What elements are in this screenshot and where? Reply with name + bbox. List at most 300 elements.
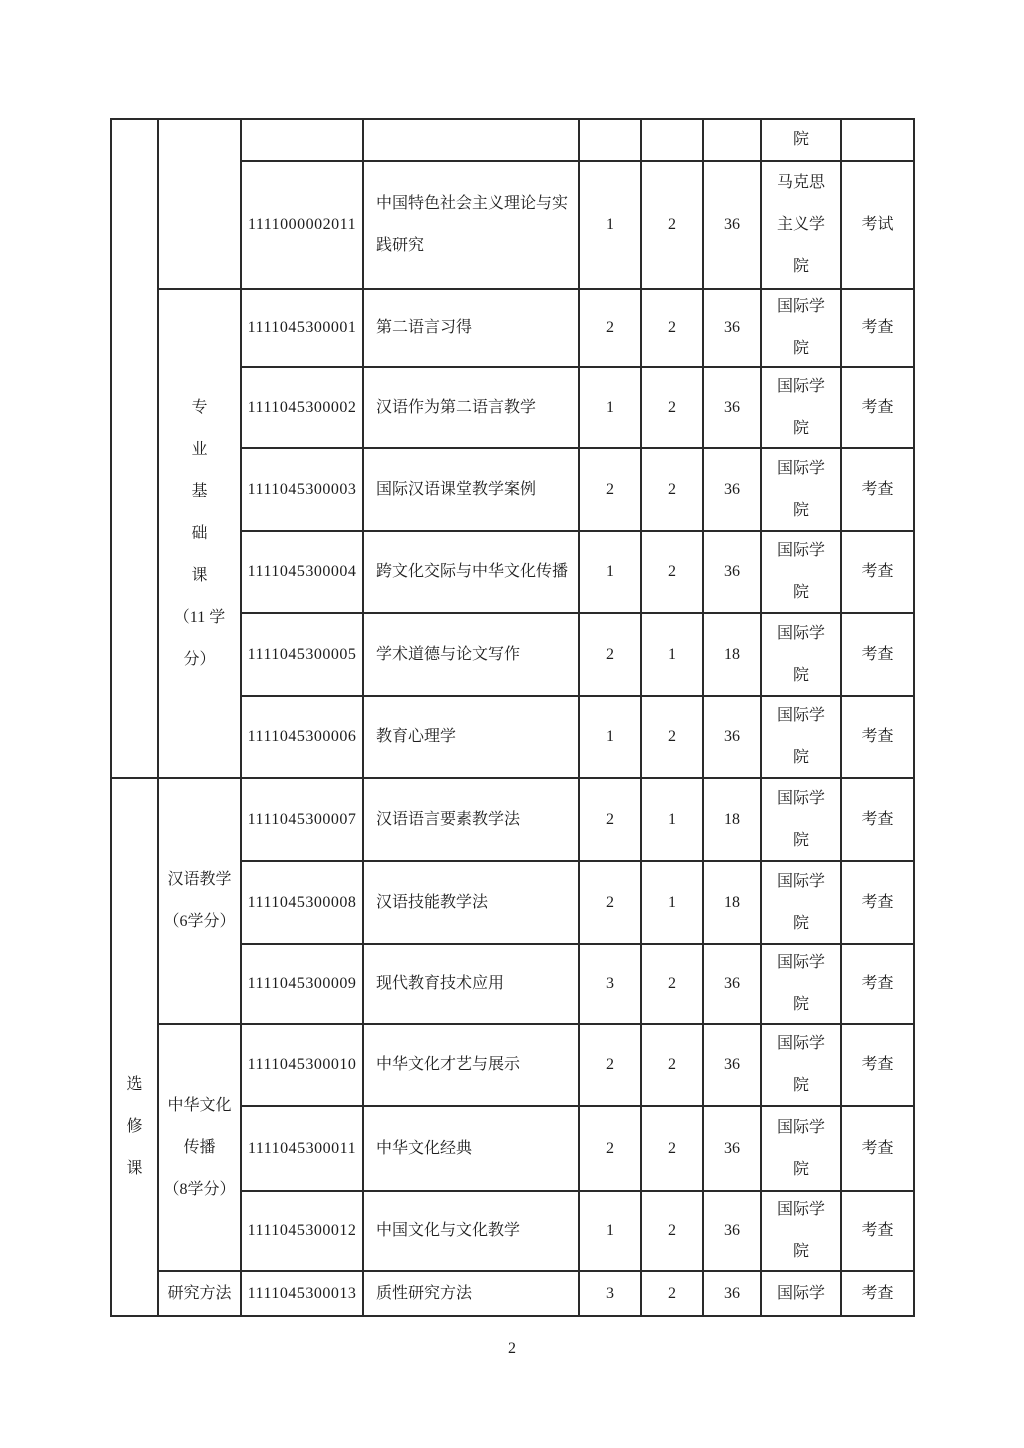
semester-cell [579,1191,641,1271]
credits-cell [641,119,703,161]
hours-cell-line: 36 [724,1056,740,1073]
exam-type-cell [841,778,914,861]
department-cell [761,161,841,289]
exam-type-cell-text [842,1273,913,1315]
hours-cell-line: 36 [724,563,740,580]
exam-type-cell-line: 考查 [861,480,894,498]
department-cell-line: 院 [792,419,809,437]
course-code-cell-line: 1111045300001 [247,319,357,336]
semester-cell-text [580,1273,640,1315]
course-name-cell-text [376,1044,574,1086]
department-cell-text [762,1023,840,1107]
credits-cell-line: 1 [668,810,676,828]
department-cell-line: 国际学 [776,1284,825,1302]
department-cell [761,1106,841,1191]
course-row [111,1024,914,1106]
hours-cell-line: 36 [724,398,740,416]
exam-type-cell-line: 考查 [861,1284,894,1302]
credits-cell-text [642,204,702,246]
semester-cell-line: 1 [606,728,614,745]
subgroup-cell-0 [158,119,241,289]
course-name-cell-line: 质性研究方法 [376,1284,473,1302]
course-code-cell-text [242,963,362,1005]
department-cell-text [762,1189,840,1273]
hours-cell [703,161,761,289]
semester-cell-text [580,1210,640,1252]
hours-cell [703,1106,761,1191]
course-name-cell [363,289,579,367]
course-name-cell-line: 汉语技能教学法 [376,893,489,911]
hours-cell [703,1271,761,1316]
credits-cell [641,861,703,944]
department-cell [761,696,841,778]
exam-type-cell-line: 考查 [861,563,894,580]
hours-cell-text [704,387,760,429]
exam-type-cell [841,161,914,289]
course-code-cell [241,1271,363,1316]
exam-type-cell-text [842,551,913,593]
subgroup-cell-3-text [159,1085,240,1211]
department-cell [761,1271,841,1316]
course-name-cell-text [376,1210,574,1252]
exam-type-cell-line: 考查 [861,975,894,992]
course-code-cell-text [242,1128,362,1170]
semester-cell [579,367,641,448]
subgroup-cell-1-text [159,387,240,681]
department-cell-line: 国际学 [776,789,825,807]
semester-cell-line: 2 [606,893,614,911]
course-name-cell-text [376,551,574,593]
hours-cell-text [704,634,760,676]
course-name-cell [363,1271,579,1316]
course-name-cell-line: 第二语言习得 [376,319,473,336]
exam-type-cell-text [842,799,913,841]
department-cell-line: 国际学 [776,1201,825,1218]
department-cell-line: 主义学 [776,216,825,233]
subgroup-cell-1-line: （11 学 [173,608,226,626]
credits-cell-text [642,307,702,349]
hours-cell-text [704,307,760,349]
course-code-cell-text [242,387,362,429]
semester-cell-text [580,469,640,511]
exam-type-cell-line: 考查 [861,645,894,663]
course-code-cell-text [242,551,362,593]
department-cell-text [762,942,840,1026]
course-code-cell [241,861,363,944]
department-cell-line: 院 [792,1243,809,1260]
course-code-cell-line: 1111045300005 [247,645,357,663]
exam-type-cell [841,119,914,161]
credits-cell-line: 2 [668,319,676,336]
department-cell-line: 马克思 [776,174,825,191]
hours-cell-line: 36 [724,975,740,992]
semester-cell [579,1271,641,1316]
exam-type-cell [841,944,914,1024]
exam-type-cell-text [842,1128,913,1170]
department-cell-text [762,119,840,161]
credits-cell-line: 2 [668,1056,676,1073]
credits-cell [641,289,703,367]
credits-cell [641,448,703,531]
course-code-cell-line: 1111045300009 [247,975,357,992]
department-cell-text [762,695,840,779]
semester-cell-text [580,204,640,246]
subgroup-cell-4-text [159,1273,240,1315]
course-name-cell-text [376,1273,574,1315]
category-cell-elective-line: 课 [126,1160,143,1177]
credits-cell-text [642,551,702,593]
department-cell-line: 院 [792,1077,809,1094]
hours-cell-line: 36 [724,319,740,336]
course-code-cell [241,778,363,861]
semester-cell-line: 1 [606,216,614,233]
course-name-cell-text [376,469,574,511]
credits-cell-text [642,1044,702,1086]
credits-cell [641,778,703,861]
course-name-cell-text [376,1128,574,1170]
hours-cell-text [704,204,760,246]
course-name-cell-line: 现代教育技术应用 [376,975,505,992]
credits-cell-line: 1 [668,645,676,663]
credits-cell-line: 2 [668,216,676,233]
semester-cell [579,696,641,778]
course-name-cell [363,1024,579,1106]
semester-cell [579,119,641,161]
credits-cell [641,1191,703,1271]
hours-cell-line: 36 [724,216,740,233]
subgroup-cell-1 [158,289,241,778]
exam-type-cell [841,613,914,696]
course-code-cell [241,1024,363,1106]
course-code-cell [241,1106,363,1191]
subgroup-cell-1-line: 专 [191,398,208,416]
course-code-cell [241,448,363,531]
department-cell-line: 国际学 [776,954,825,971]
subgroup-cell-1-line: 基 [191,482,208,500]
course-code-cell [241,696,363,778]
semester-cell-line: 2 [606,645,614,663]
course-code-cell-line: 1111045300008 [247,893,357,911]
department-cell-text [762,778,840,862]
course-name-cell-line: 汉语作为第二语言教学 [376,398,537,416]
semester-cell [579,778,641,861]
hours-cell [703,696,761,778]
course-name-cell [363,119,579,161]
hours-cell-text [704,551,760,593]
course-row [111,778,914,861]
course-code-cell-text [242,634,362,676]
exam-type-cell [841,1191,914,1271]
course-code-cell-line: 1111000002011 [247,216,357,233]
department-cell-line: 国际学 [776,624,825,642]
exam-type-cell-line: 考查 [861,319,894,336]
department-cell-text [762,613,840,697]
exam-type-cell-text [842,1044,913,1086]
hours-cell [703,289,761,367]
course-code-cell-line: 1111045300006 [247,728,357,745]
credits-cell-line: 2 [668,975,676,992]
course-code-cell-line: 1111045300013 [247,1284,357,1302]
course-name-cell-text [376,882,574,924]
course-code-cell-line: 1111045300004 [247,563,357,580]
credits-cell-text [642,716,702,758]
course-code-cell [241,367,363,448]
subgroup-cell-1-line: 课 [191,566,208,584]
course-name-cell-text [376,183,574,267]
department-cell [761,289,841,367]
course-code-cell-text [242,204,362,246]
credits-cell-text [642,963,702,1005]
credits-cell [641,1024,703,1106]
subgroup-cell-3-line: （8学分） [163,1180,236,1198]
department-cell-line: 院 [792,666,809,684]
department-cell-line: 国际学 [776,459,825,477]
hours-cell-line: 36 [724,728,740,745]
exam-type-cell [841,448,914,531]
category-cell-top [111,119,158,778]
semester-cell-text [580,1044,640,1086]
course-code-cell-line: 1111045300002 [247,398,357,416]
hours-cell-line: 36 [724,1222,740,1239]
course-code-cell [241,119,363,161]
subgroup-cell-1-line: 业 [191,440,208,458]
department-cell [761,861,841,944]
course-name-cell-line: 中国文化与文化教学 [376,1222,521,1239]
exam-type-cell-line: 考查 [861,728,894,745]
category-cell-elective [111,778,158,1316]
course-name-cell [363,778,579,861]
curriculum-table [110,118,915,1317]
course-name-cell-text [376,634,574,676]
department-cell-line: 院 [792,131,809,148]
department-cell-line: 院 [792,1160,809,1178]
hours-cell-text [704,1210,760,1252]
course-name-cell-text [376,307,574,349]
course-code-cell [241,613,363,696]
credits-cell-line: 2 [668,563,676,580]
credits-cell-text [642,1128,702,1170]
department-cell [761,778,841,861]
course-name-cell-line: 国际汉语课堂教学案例 [376,480,537,498]
semester-cell [579,613,641,696]
semester-cell-line: 1 [606,563,614,580]
hours-cell-text [704,469,760,511]
semester-cell-text [580,716,640,758]
course-name-cell [363,1106,579,1191]
semester-cell [579,1024,641,1106]
course-code-cell-text [242,1273,362,1315]
semester-cell-line: 2 [606,810,614,828]
credits-cell-line: 2 [668,1284,676,1302]
hours-cell-line: 36 [724,480,740,498]
course-name-cell [363,1191,579,1271]
category-cell-elective-line: 选 [126,1076,143,1093]
curriculum-table-body [111,119,914,1316]
credits-cell-text [642,469,702,511]
credits-cell-line: 2 [668,480,676,498]
semester-cell [579,861,641,944]
semester-cell-line: 2 [606,1056,614,1073]
semester-cell-line: 2 [606,480,614,498]
hours-cell [703,531,761,613]
department-cell-line: 院 [792,584,809,601]
credits-cell-line: 2 [668,1139,676,1157]
exam-type-cell [841,861,914,944]
department-cell-text [762,366,840,450]
subgroup-cell-3-line: 中华文化 [167,1096,232,1114]
credits-cell [641,161,703,289]
department-cell-line: 国际学 [776,872,825,890]
course-code-cell-text [242,716,362,758]
exam-type-cell [841,1271,914,1316]
hours-cell [703,367,761,448]
department-cell-line: 院 [792,914,809,932]
hours-cell-line: 36 [724,1139,740,1157]
course-code-cell [241,531,363,613]
semester-cell-line: 1 [606,1222,614,1239]
department-cell [761,613,841,696]
course-code-cell-text [242,799,362,841]
hours-cell-text [704,799,760,841]
hours-cell-line: 18 [724,645,740,663]
credits-cell [641,1271,703,1316]
subgroup-cell-2 [158,778,241,1024]
exam-type-cell-line: 考查 [861,893,894,911]
credits-cell [641,531,703,613]
department-cell-text [762,861,840,945]
department-cell-line: 院 [792,831,809,849]
course-name-cell-line: 中华文化经典 [376,1139,473,1157]
subgroup-cell-2-line: （6学分） [163,913,236,930]
course-code-cell [241,944,363,1024]
semester-cell-text [580,551,640,593]
course-name-cell-text [376,963,574,1005]
department-cell-text [762,1107,840,1191]
department-cell [761,1191,841,1271]
department-cell [761,531,841,613]
exam-type-cell [841,531,914,613]
course-name-cell [363,367,579,448]
hours-cell [703,944,761,1024]
credits-cell-text [642,387,702,429]
semester-cell-line: 2 [606,319,614,336]
hours-cell-text [704,1273,760,1315]
credits-cell-text [642,882,702,924]
course-name-cell [363,613,579,696]
credits-cell-line: 2 [668,728,676,745]
credits-cell-text [642,1210,702,1252]
department-cell [761,119,841,161]
course-name-cell-line: 中华文化才艺与展示 [376,1056,521,1073]
semester-cell-text [580,882,640,924]
course-name-cell-text [376,387,574,429]
subgroup-cell-1-line: 分） [183,650,216,668]
course-code-cell-text [242,1210,362,1252]
semester-cell-text [580,307,640,349]
course-name-cell-line: 教育心理学 [376,728,457,745]
semester-cell-line: 1 [606,398,614,416]
subgroup-cell-4-line: 研究方法 [167,1284,232,1302]
course-name-cell-line: 汉语语言要素教学法 [376,810,521,828]
course-code-cell-line: 1111045300011 [247,1139,357,1157]
department-cell-text [762,162,840,288]
course-name-cell-text [376,799,574,841]
hours-cell-line: 18 [724,810,740,828]
credits-cell-line: 1 [668,893,676,911]
subgroup-cell-3-line: 传播 [183,1138,216,1156]
course-row [111,1271,914,1316]
subgroup-cell-1-line: 础 [191,524,208,542]
hours-cell-line: 36 [724,1284,740,1302]
exam-type-cell-text [842,469,913,511]
department-cell-line: 国际学 [776,707,825,724]
subgroup-cell-4 [158,1271,241,1316]
credits-cell-text [642,799,702,841]
subgroup-cell-2-text [159,859,240,943]
course-name-cell [363,944,579,1024]
exam-type-cell-line: 考查 [861,1222,894,1239]
course-name-cell-line: 中国特色社会主义理论与实 [376,195,569,212]
department-cell-line: 院 [792,501,809,519]
department-cell-line: 国际学 [776,1035,825,1052]
semester-cell-text [580,1128,640,1170]
exam-type-cell-line: 考查 [861,1139,894,1157]
subgroup-cell-2-line: 汉语教学 [167,871,232,888]
course-code-cell-text [242,882,362,924]
department-cell [761,1024,841,1106]
department-cell [761,944,841,1024]
credits-cell [641,367,703,448]
department-cell-line: 院 [792,340,809,357]
semester-cell [579,448,641,531]
course-code-cell-line: 1111045300010 [247,1056,357,1073]
subgroup-cell-3 [158,1024,241,1271]
exam-type-cell [841,289,914,367]
exam-type-cell-text [842,634,913,676]
category-cell-elective-text [112,1064,157,1190]
department-cell [761,448,841,531]
category-cell-elective-line: 修 [126,1118,143,1135]
semester-cell [579,531,641,613]
hours-cell [703,613,761,696]
hours-cell-text [704,963,760,1005]
course-name-cell [363,861,579,944]
course-code-cell [241,161,363,289]
hours-cell-text [704,882,760,924]
course-code-cell-line: 1111045300003 [247,480,357,498]
course-name-cell [363,448,579,531]
course-name-cell-text [376,716,574,758]
credits-cell-line: 2 [668,1222,676,1239]
credits-cell [641,613,703,696]
department-cell-text [762,286,840,370]
course-name-cell [363,696,579,778]
credits-cell-text [642,1273,702,1315]
semester-cell-text [580,634,640,676]
course-code-cell-text [242,307,362,349]
credits-cell [641,696,703,778]
course-name-cell [363,531,579,613]
course-code-cell-text [242,469,362,511]
course-name-cell [363,161,579,289]
department-cell-line: 院 [792,996,809,1013]
department-cell-line: 国际学 [776,542,825,559]
department-cell-text [762,530,840,614]
course-code-cell [241,1191,363,1271]
credits-cell-text [642,634,702,676]
department-cell-line: 国际学 [776,377,825,395]
hours-cell [703,1024,761,1106]
